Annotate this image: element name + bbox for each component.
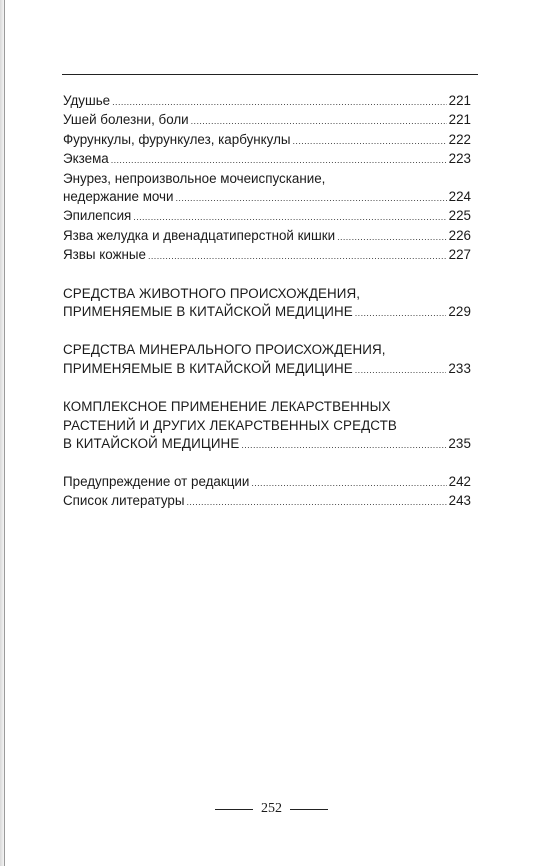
toc-entry-multiline[interactable] (63, 170, 471, 208)
toc-entry[interactable] (63, 227, 471, 246)
toc-section-title: В КИТАЙСКОЙ МЕДИЦИНЕ (63, 436, 240, 452)
toc-entry[interactable] (63, 150, 471, 169)
toc-section-page: 235 (448, 436, 471, 452)
dot-leader (241, 436, 446, 454)
toc-entry-title: Удушье (63, 93, 111, 108)
dot-leader (337, 228, 447, 246)
toc-section-last-line (63, 435, 471, 454)
toc-entry-title: Язвы кожные (63, 247, 146, 263)
toc-section-title-line: РАСТЕНИЙ И ДРУГИХ ЛЕКАРСТВЕННЫХ СРЕДСТВ (63, 417, 397, 433)
dot-leader (191, 112, 447, 130)
footer-dash-right (290, 809, 328, 810)
toc-entry-page: 223 (448, 151, 471, 167)
toc-entry-title-line: Энурез, непроизвольное мочеиспускание, (63, 170, 326, 186)
toc-entry[interactable] (63, 92, 471, 111)
toc-section-title-line: КОМПЛЕКСНОЕ ПРИМЕНЕНИЕ ЛЕКАРСТВЕННЫХ (63, 399, 391, 415)
dot-leader (148, 247, 447, 265)
toc-section-title-line: СРЕДСТВА МИНЕРАЛЬНОГО ПРОИСХОЖДЕНИЯ, (63, 342, 386, 358)
toc-entry-last-line (63, 188, 471, 207)
toc-entry[interactable] (63, 111, 471, 130)
toc-section-animal[interactable] (63, 285, 471, 323)
page-number: 252 (261, 801, 282, 816)
toc-entry[interactable] (63, 246, 471, 265)
dot-leader (187, 493, 447, 511)
toc-entry[interactable] (63, 207, 471, 226)
toc-entry-page: 226 (448, 227, 471, 243)
dot-leader (355, 361, 447, 379)
spacer (63, 455, 471, 473)
footer-dash-left (215, 809, 253, 810)
toc-entry-title: Фурункулы, фурункулез, карбункулы (63, 131, 291, 147)
toc-entry-title: недержание мочи (63, 189, 174, 205)
toc-entry[interactable] (63, 131, 471, 150)
dot-leader (111, 151, 447, 169)
toc-section-mineral[interactable] (63, 341, 471, 379)
toc-section-last-line (63, 360, 471, 379)
dot-leader (355, 304, 447, 322)
toc-section-title: ПРИМЕНЯЕМЫЕ В КИТАЙСКОЙ МЕДИЦИНЕ (63, 360, 353, 376)
spacer (63, 322, 471, 341)
toc-entry-page: 222 (448, 131, 471, 147)
toc-entry-page: 242 (448, 473, 471, 489)
toc-section-page: 229 (448, 304, 471, 320)
toc-group-appendix (63, 473, 471, 512)
dot-leader (133, 208, 446, 226)
table-of-contents (63, 92, 471, 511)
toc-entry-page: 224 (448, 189, 471, 205)
toc-entry-page: 225 (448, 208, 471, 224)
toc-entry-title: Список литературы (63, 492, 185, 508)
toc-section-title-line: СРЕДСТВА ЖИВОТНОГО ПРОИСХОЖДЕНИЯ, (63, 285, 361, 301)
dot-leader (251, 474, 446, 492)
toc-entry-page: 221 (448, 93, 471, 108)
toc-entry[interactable] (63, 473, 471, 492)
dot-leader (112, 93, 447, 111)
toc-section-last-line (63, 303, 471, 322)
toc-entry-title: Язва желудка и двенадцатиперстной кишки (63, 227, 336, 243)
toc-section-page: 233 (448, 360, 471, 376)
toc-group-diseases (63, 92, 471, 266)
toc-entry-title: Ушей болезни, боли (63, 112, 189, 128)
toc-entry[interactable] (63, 492, 471, 511)
page-footer (0, 797, 543, 821)
toc-entry-page: 227 (448, 247, 471, 263)
toc-section-complex[interactable] (63, 398, 471, 454)
toc-section-title: ПРИМЕНЯЕМЫЕ В КИТАЙСКОЙ МЕДИЦИНЕ (63, 304, 353, 320)
header-rule (62, 74, 478, 75)
toc-entry-page: 221 (448, 112, 471, 128)
dot-leader (176, 189, 447, 207)
toc-entry-page: 243 (448, 492, 471, 508)
toc-entry-title: Эпилепсия (63, 208, 132, 224)
dot-leader (293, 132, 447, 150)
toc-entry-title: Экзема (63, 151, 109, 167)
toc-entry-title: Предупреждение от редакции (63, 473, 250, 489)
spacer (63, 379, 471, 398)
spacer (63, 266, 471, 285)
